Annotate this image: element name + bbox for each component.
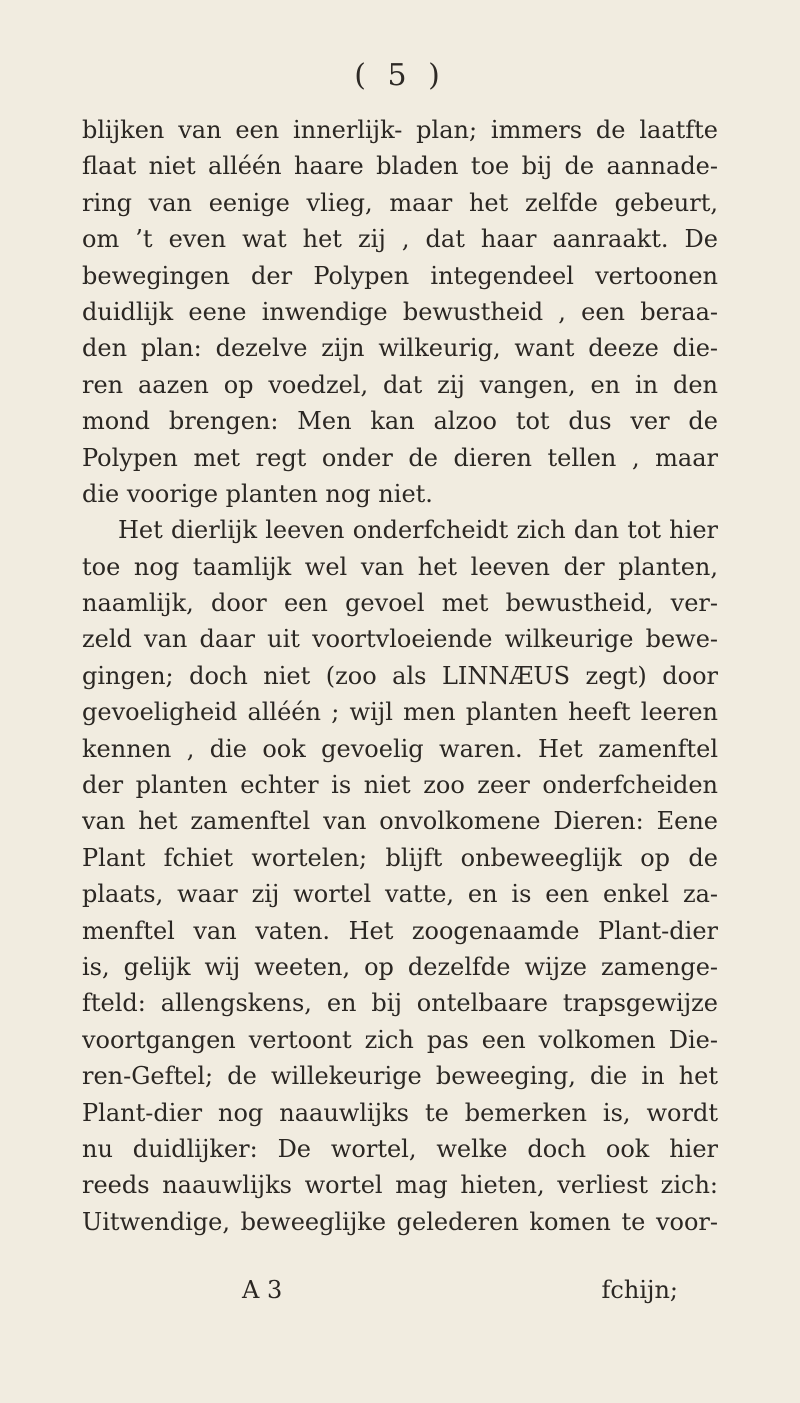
text-line: Het dierlijk leeven onderfcheidt zich dan tot hier	[118, 516, 718, 545]
signature-mark: A 3	[242, 1276, 283, 1304]
text-line: menftel van vaten. Het zoogenaamde Plant-dier	[82, 916, 718, 945]
text-line: kennen , die ook gevoelig waren. Het zamenftel	[82, 734, 718, 763]
text-line: is, gelijk wij weeten, op dezelfde wijze zamenge-	[82, 952, 718, 981]
text-line: Plant fchiet wortelen; blijft onbeweeglijk op de	[82, 843, 718, 872]
text-line: ren-Geftel; de willekeurige beweeging, die in het	[82, 1062, 718, 1091]
text-line: gevoeligheid alléén ; wijl men planten heeft leeren	[82, 698, 718, 727]
text-line: den plan: dezelve zijn wilkeurig, want deeze die-	[82, 334, 718, 363]
body-text	[82, 112, 718, 1240]
text-line: duidlijk eene inwendige bewustheid , een beraa-	[82, 297, 718, 326]
text-line: Uitwendige, beweeglijke gelederen komen te voor-	[82, 1207, 718, 1236]
text-line: zeld van daar uit voortvloeiende wilkeurige bewe-	[82, 625, 718, 654]
text-line: nu duidlijker: De wortel, welke doch ook hier	[82, 1134, 718, 1163]
text-line: om ’t even wat het zij , dat haar aanraakt. De	[82, 225, 718, 254]
text-line: van het zamenftel van onvolkomene Dieren: Eene	[82, 807, 718, 836]
text-line: toe nog taamlijk wel van het leeven der planten,	[82, 552, 718, 581]
text-line: fteld: allengskens, en bij ontelbaare trapsgewijze	[82, 989, 718, 1018]
text-line: flaat niet alléén haare bladen toe bij de aannade-	[82, 152, 718, 181]
text-line: bewegingen der Polypen integendeel vertoonen	[82, 261, 718, 290]
text-line: die voorige planten nog niet.	[82, 479, 433, 508]
text-line: naamlijk, door een gevoel met bewustheid, ver-	[82, 589, 718, 618]
text-line: mond brengen: Men kan alzoo tot dus ver de	[82, 407, 718, 436]
text-line: Plant-dier nog naauwlijks te bemerken is, wordt	[82, 1098, 718, 1127]
page-footer	[82, 1272, 718, 1308]
text-line: Polypen met regt onder de dieren tellen , maar	[82, 443, 718, 472]
text-line: plaats, waar zij wortel vatte, en is een enkel za-	[82, 880, 718, 909]
page-number: ( 5 )	[354, 58, 446, 93]
text-line: blijken van een innerlijk- plan; immers de laatfte	[82, 116, 718, 144]
text-line: ren aazen op voedzel, dat zij vangen, en in den	[82, 370, 718, 399]
text-line: ring van eenige vlieg, maar het zelfde gebeurt,	[82, 188, 718, 217]
catchword: fchijn;	[601, 1276, 678, 1304]
text-line: der planten echter is niet zoo zeer onderfcheiden	[82, 771, 718, 800]
text-line: reeds naauwlijks wortel mag hieten, verliest zich:	[82, 1171, 718, 1200]
text-line: gingen; doch niet (zoo als LINNÆUS zegt) door	[82, 661, 718, 690]
text-line: voortgangen vertoont zich pas een volkomen Die-	[82, 1025, 718, 1054]
